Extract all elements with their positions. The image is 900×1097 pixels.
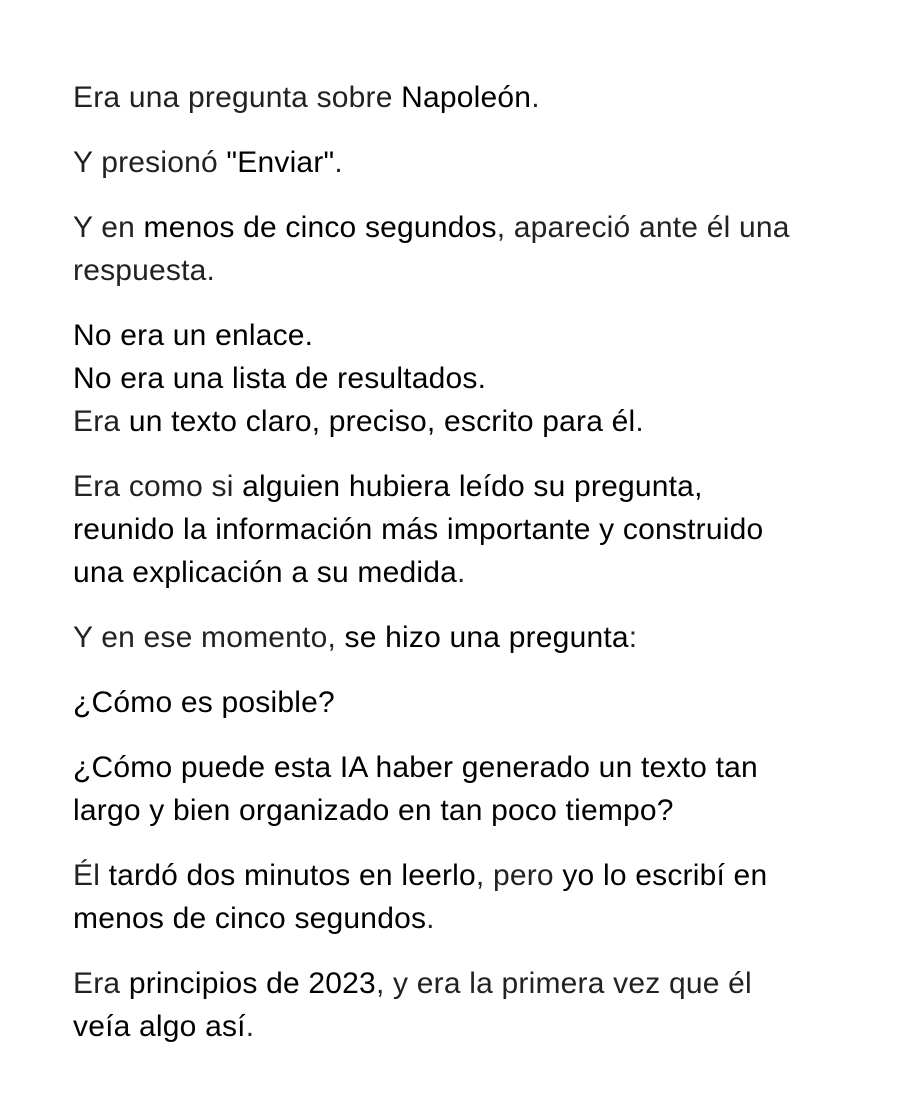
emphasized-text: alguien hubiera leído su pregunta, reunido la información más importante y construido una explicación a su medida: [73, 470, 764, 589]
paragraph-8: [73, 746, 810, 832]
emphasized-text: "Enviar": [226, 146, 335, 179]
emphasized-text: veía algo así: [73, 1010, 246, 1043]
paragraph-1: [73, 76, 810, 119]
body-text: Era: [73, 405, 129, 438]
paragraph-2: [73, 141, 810, 184]
body-text: .: [635, 405, 644, 438]
emphasized-text: principios de 2023: [128, 967, 376, 1000]
emphasized-text: menos de cinco segundos: [143, 211, 497, 244]
paragraph-7: [73, 681, 810, 724]
emphasized-text: un texto claro, preciso, escrito para él: [128, 405, 636, 438]
body-text: :: [628, 621, 638, 654]
body-text: .: [334, 146, 343, 179]
emphasized-text: ¿Cómo es posible?: [73, 686, 335, 719]
paragraph-4: [73, 314, 810, 443]
body-text: Era una pregunta sobre: [73, 81, 402, 114]
paragraph-3: [73, 206, 810, 292]
emphasized-text: No era una lista de resultados.: [73, 362, 487, 395]
paragraph-6: [73, 616, 810, 659]
paragraph-10: [73, 962, 810, 1048]
emphasized-text: ¿Cómo puede esta IA haber generado un texto tan largo y bien organizado en tan poco tiempo?: [73, 751, 758, 827]
body-text: .: [245, 1010, 255, 1043]
story-text: [73, 76, 810, 1048]
body-text: Y en ese momento,: [73, 621, 345, 654]
body-text: Y en: [73, 211, 144, 244]
body-text: , apareció ante él una respuesta.: [73, 211, 790, 287]
emphasized-text: se hizo una pregunta: [344, 621, 629, 654]
emphasized-text: No era un enlace.: [73, 319, 314, 352]
body-text: Él: [73, 859, 109, 892]
body-text: .: [531, 81, 540, 114]
body-text: Y presionó: [73, 146, 227, 179]
body-text: , pero: [475, 859, 563, 892]
paragraph-5: [73, 465, 810, 594]
body-text: , y era la primera vez que él: [375, 967, 752, 1000]
paragraph-9: [73, 854, 810, 940]
emphasized-text: Napoleón: [401, 81, 532, 114]
emphasized-text: tardó dos minutos en leerlo: [108, 859, 476, 892]
emphasized-text: yo lo escribí en menos de cinco segundos: [73, 859, 768, 935]
body-text: Era como si: [73, 470, 243, 503]
body-text: .: [456, 556, 466, 589]
body-text: .: [426, 902, 435, 935]
body-text: Era: [73, 967, 129, 1000]
